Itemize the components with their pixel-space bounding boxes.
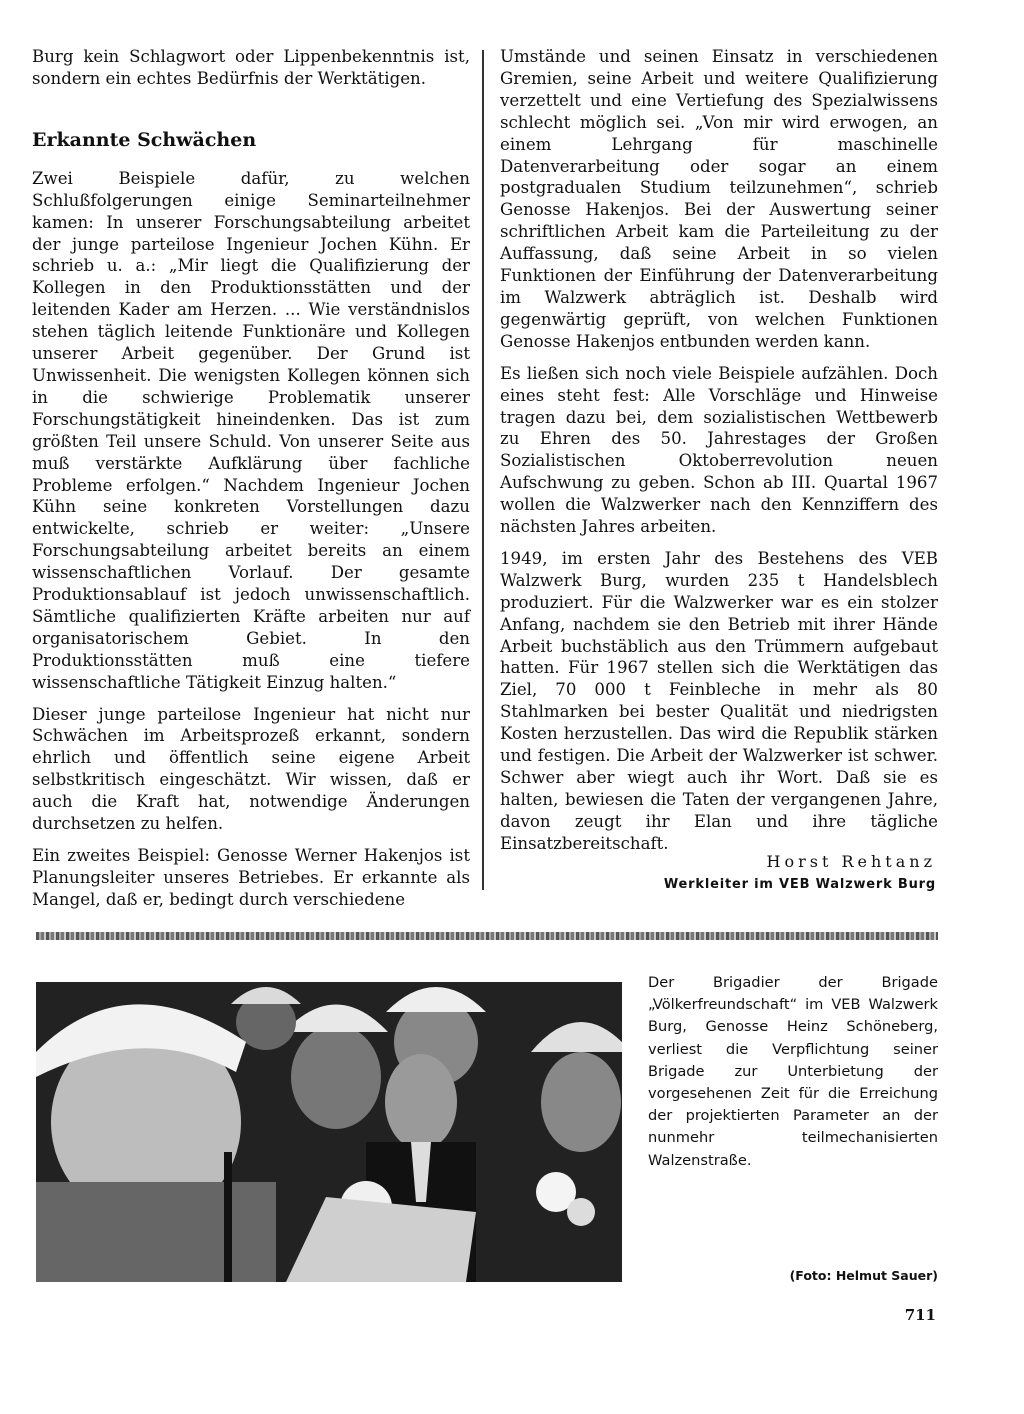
column-divider (482, 50, 484, 890)
author-name: Horst Rehtanz (766, 852, 936, 871)
intro-paragraph: Burg kein Schlagwort oder Lippenbekenntnis ist, sondern ein echtes Bedürfnis der Werktätigen. (32, 47, 470, 88)
horizontal-rule (36, 932, 938, 940)
photo-credit: (Foto: Helmut Sauer) (789, 1268, 938, 1283)
section-heading: Erkannte Schwächen (32, 128, 257, 151)
right-column (500, 46, 938, 855)
paragraph: Umstände und seinen Einsatz in verschiedenen Gremien, seine Arbeit und weitere Qualifizierung verzettelt und eine Vertiefung des Spezialwissens schlecht möglich sei. „Von mir wird erwogen, an einem Lehrgang für maschinelle Datenverarbeitung oder sogar an einem postgradualen Studium teilzunehmen“, schrieb Genosse Hakenjos. Bei der Auswertung seiner schriftlichen Arbeit kam die Parteileitung zu der Auffassung, daß seine Arbeit in so vielen Funktionen der Einführung der Datenverarbeitung im Walzwerk abträglich ist. Deshalb wird gegenwärtig geprüft, von welchen Funktionen Genosse Hakenjos entbunden werden kann. (500, 47, 938, 351)
photo (36, 982, 622, 1282)
photo-caption: Der Brigadier der Brigade „Völkerfreundschaft“ im VEB Walzwerk Burg, Genosse Heinz Schöneberg, verliest die Verpflichtung seiner Brigade zur Unterbietung der vorgesehenen Zeit für die Erreichung der projektierten Parameter an der nunmehr teilmechanisierten Walzenstraße. (648, 974, 938, 1169)
author-title: Werkleiter im VEB Walzwerk Burg (663, 877, 936, 892)
paragraph: Ein zweites Beispiel: Genosse Werner Hakenjos ist Planungsleiter unseres Betriebes. Er erkannte als Mangel, daß er, bedingt durch verschiedene (32, 846, 470, 909)
paragraph: 1949, im ersten Jahr des Bestehens des VEB Walzwerk Burg, wurden 235 t Handelsblech produziert. Für die Walzwerker war es ein stolzer Anfang, nachdem sie den Betrieb mit ihrer Hände Arbeit buchstäblich aus den Trümmern aufgebaut hatten. Für 1967 stellen sich die Werktätigen das Ziel, 70 000 t Feinbleche in mehr als 80 Stahlmarken bei bester Qualität und niedrigsten Kosten herzustellen. Das wird die Republik stärken und festigen. Die Arbeit der Walzwerker ist schwer. Schwer aber wiegt auch ihr Wort. Daß sie es halten, bewiesen die Taten der vergangenen Jahre, davon zeugt ihr Elan und ihre tägliche Einsatzbereitschaft. (500, 548, 938, 853)
paragraph: Es ließen sich noch viele Beispiele aufzählen. Doch eines steht fest: Alle Vorschläge und Hinweise tragen dazu bei, dem sozialistischen Wettbewerb zu Ehren des 50. Jahrestages der Großen Sozialistischen Oktoberrevolution neuen Aufschwung zu geben. Schon ab III. Quartal 1967 wollen die Walzwerker nach den Kennziffern des nächsten Jahres arbeiten. (500, 363, 938, 537)
left-column (32, 46, 470, 911)
paragraph: Zwei Beispiele dafür, zu welchen Schlußfolgerungen einige Seminarteilnehmer kamen: In unserer Forschungsabteilung arbeitet der junge parteilose Ingenieur Jochen Kühn. Er schrieb u. a.: „Mir liegt die Qualifizierung der Kollegen in den Produktionsstätten und der leitenden Kader am Herzen. ... Wie verständnislos stehen täglich leitende Funktionäre und Kollegen unserer Arbeit gegenüber. Der Grund ist Unwissenheit. Die wenigsten Kollegen können sich in die schwierige Problematik unserer Forschungstätigkeit hineindenken. Das ist zum größten Teil unsere Schuld. Von unserer Seite aus muß verstärkte Aufklärung über fachliche Probleme erfolgen.“ Nachdem Ingenieur Jochen Kühn seine konkreten Vorstellungen dazu entwickelte, schrieb er weiter: „Unsere Forschungsabteilung arbeitet bereits an einem wissenschaftlichen Vorlauf. Der gesamte Produktionsablauf ist jedoch unwissenschaftlich. Sämtliche qualifizierten Kräfte arbeiten nur auf organisatorischem Gebiet. In den Produktionsstätten muß eine tiefere wissenschaftliche Tätigkeit Einzug halten.“ (32, 168, 470, 692)
paragraph: Dieser junge parteilose Ingenieur hat nicht nur Schwächen im Arbeitsprozeß erkannt, sondern ehrlich und öffentlich seine eigene Arbeit selbstkritisch eingeschätzt. Wir wissen, daß er auch die Kraft hat, notwendige Änderungen durchsetzen zu helfen. (32, 704, 470, 834)
page-number: 711 (904, 1306, 936, 1324)
signature-block (664, 852, 936, 892)
photo-image (36, 982, 622, 1282)
